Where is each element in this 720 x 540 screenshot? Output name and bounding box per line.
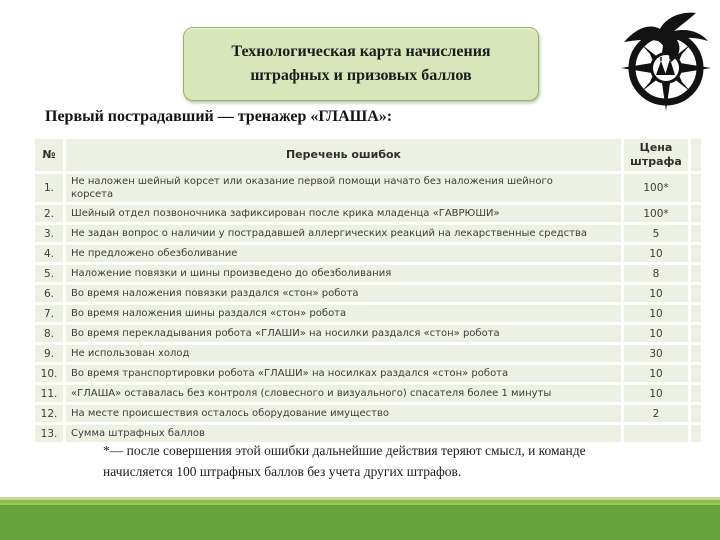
row-number-cell: 7. xyxy=(35,305,63,322)
error-text-cell: Не предложено обезболивание xyxy=(66,245,621,262)
penalty-value-cell: 10 xyxy=(624,305,688,322)
row-number-cell: 9. xyxy=(35,345,63,362)
row-number-cell: 13. xyxy=(35,425,63,442)
row-number-cell: 3. xyxy=(35,225,63,242)
spacer-cell xyxy=(691,205,701,222)
col-header-price: Цена штрафа xyxy=(624,139,688,171)
penalty-table xyxy=(32,136,704,445)
page-title-line1: Технологическая карта начисления xyxy=(231,43,491,60)
table-row xyxy=(35,305,701,322)
penalty-value-cell: 10 xyxy=(624,245,688,262)
col-header-spacer xyxy=(691,139,701,171)
row-number-cell: 11. xyxy=(35,385,63,402)
spacer-cell xyxy=(691,225,701,242)
spacer-cell xyxy=(691,174,701,202)
spacer-cell xyxy=(691,265,701,282)
row-number-cell: 5. xyxy=(35,265,63,282)
error-text-cell: Во время транспортировки робота «ГЛАШИ» на носилках раздался «стон» робота xyxy=(66,365,621,382)
error-text-cell: Во время наложения шины раздался «стон» робота xyxy=(66,305,621,322)
col-header-number: № xyxy=(35,139,63,171)
error-text-cell: Сумма штрафных баллов xyxy=(66,425,621,442)
table-row xyxy=(35,345,701,362)
spacer-cell xyxy=(691,325,701,342)
spacer-cell xyxy=(691,305,701,322)
error-text-cell: Не задан вопрос о наличии у пострадавшей аллергических реакций на лекарственные средства xyxy=(66,225,621,242)
penalty-value-cell: 100* xyxy=(624,205,688,222)
row-number-cell: 6. xyxy=(35,285,63,302)
table-row xyxy=(35,245,701,262)
penalty-value-cell: 5 xyxy=(624,225,688,242)
row-number-cell: 12. xyxy=(35,405,63,422)
penalty-value-cell xyxy=(624,425,688,442)
footnote xyxy=(103,440,628,482)
spacer-cell xyxy=(691,245,701,262)
spacer-cell xyxy=(691,285,701,302)
table-row xyxy=(35,405,701,422)
spacer-cell xyxy=(691,405,701,422)
error-text-cell: Во время перекладывания робота «ГЛАШИ» на носилки раздался «стон» робота xyxy=(66,325,621,342)
table-row xyxy=(35,265,701,282)
title-box xyxy=(183,27,539,101)
error-text-cell: «ГЛАША» оставалась без контроля (словесного и визуального) спасателя более 1 минуты xyxy=(66,385,621,402)
error-text-cell: Наложение повязки и шины произведено до обезболивания xyxy=(66,265,621,282)
penalty-value-cell: 10 xyxy=(624,365,688,382)
table-row xyxy=(35,365,701,382)
footnote-line2: начисляется 100 штрафных баллов без учета других штрафов. xyxy=(103,464,462,479)
row-number-cell: 8. xyxy=(35,325,63,342)
penalty-value-cell: 10 xyxy=(624,285,688,302)
spacer-cell xyxy=(691,365,701,382)
row-number-cell: 10. xyxy=(35,365,63,382)
error-text-cell: Шейный отдел позвоночника зафиксирован после крика младенца «ГАВРЮШИ» xyxy=(66,205,621,222)
page-title-line2: штрафных и призовых баллов xyxy=(250,67,472,84)
col-header-errors: Перечень ошибок xyxy=(66,139,621,171)
table-header-row xyxy=(35,139,701,171)
penalty-value-cell: 10 xyxy=(624,325,688,342)
error-table-body xyxy=(35,174,701,442)
error-text-cell: Не использован холод xyxy=(66,345,621,362)
compass-swallow-logo-icon xyxy=(616,10,716,112)
spacer-cell xyxy=(691,345,701,362)
row-number-cell: 2. xyxy=(35,205,63,222)
table-row xyxy=(35,225,701,242)
error-text-cell: На месте происшествия осталось оборудование имущество xyxy=(66,405,621,422)
row-number-cell: 1. xyxy=(35,174,63,202)
table-row xyxy=(35,325,701,342)
penalty-value-cell: 100* xyxy=(624,174,688,202)
footnote-line1: *— после совершения этой ошибки дальнейшие действия теряют смысл, и команде xyxy=(103,443,586,458)
table-row xyxy=(35,285,701,302)
table-row xyxy=(35,174,701,202)
penalty-value-cell: 10 xyxy=(624,385,688,402)
penalty-value-cell: 8 xyxy=(624,265,688,282)
spacer-cell xyxy=(691,385,701,402)
penalty-value-cell: 2 xyxy=(624,405,688,422)
error-text-cell: Не наложен шейный корсет или оказание первой помощи начато без наложения шейного корсета xyxy=(66,174,621,202)
penalty-value-cell: 30 xyxy=(624,345,688,362)
row-number-cell: 4. xyxy=(35,245,63,262)
table-row xyxy=(35,385,701,402)
spacer-cell xyxy=(691,425,701,442)
bottom-bar xyxy=(0,505,720,540)
table-row xyxy=(35,205,701,222)
error-text-cell: Во время наложения повязки раздался «стон» робота xyxy=(66,285,621,302)
subtitle: Первый пострадавший — тренажер «ГЛАША»: xyxy=(45,108,393,125)
